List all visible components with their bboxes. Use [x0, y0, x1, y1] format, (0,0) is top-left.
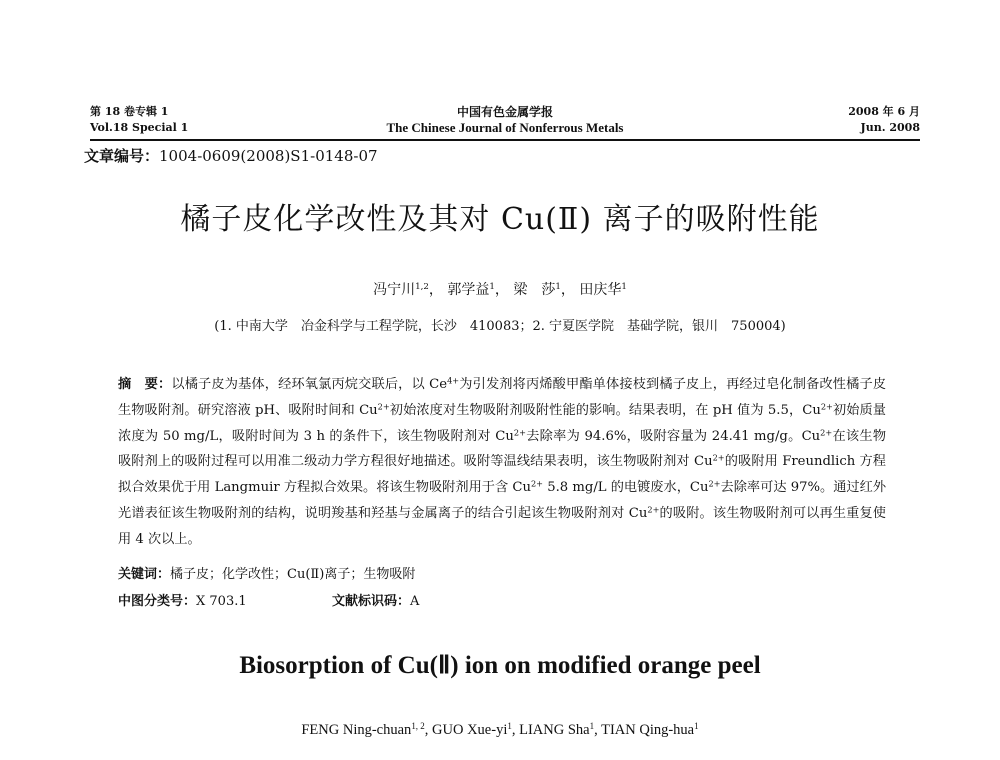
abstract-text: 以橘子皮为基体，经环氧氯丙烷交联后，以 Ce [171, 377, 448, 392]
superscript: 2+ [647, 504, 660, 515]
author-affil-mark: 1 [507, 721, 512, 732]
header-journal [90, 104, 920, 136]
abstract-label: 摘 要： [118, 377, 172, 392]
superscript: 2+ [513, 427, 526, 438]
abstract-text: 初始质量浓度为 50 mg/L，吸附时间为 3 h 的条件下，该生物吸附剂对 Cu [118, 402, 886, 444]
superscript: 2+ [820, 427, 833, 438]
article-number-label: 文章编号： [84, 147, 160, 165]
abstract-text: 在该生物吸附剂上的吸附过程可以用准二级动力学方程很好地描述。吸附等温线结果表明，该生物吸附剂对 Cu [118, 428, 887, 470]
title-english: Biosorption of Cu(Ⅱ) ion on modified orange peel [239, 652, 761, 679]
journal-name-zh: 中国有色金属学报 [456, 105, 553, 119]
abstract-text: 初始浓度对生物吸附剂吸附性能的影响。结果表明，在 pH 值为 5.5，Cu [389, 402, 821, 418]
document-code-value: A [410, 594, 420, 609]
classification-value: X 703.1 [196, 594, 247, 609]
author-affil-mark: 1, 2 [411, 721, 425, 732]
author-affil-mark: 1 [694, 721, 699, 732]
author-affil-mark: 1,2 [415, 282, 429, 293]
superscript: 2+ [820, 401, 833, 412]
author-en: TIAN Qing-hua [601, 722, 695, 738]
title-chinese: 橘子皮化学改性及其对 Cu(Ⅱ) 离子的吸附性能 [180, 202, 820, 237]
authors-chinese: 冯宁川$^{1,2}$， 郭学益$^1$， 梁 莎$^1$， 田庆华$^1$ [373, 282, 627, 298]
authors-english: FENG Ning-chuan$^{1, 2}$, GUO Xue-$yi^1$, LIANG Sha$^1$, TIAN Qing-hua$^1$ [301, 721, 699, 738]
author-zh: 田庆华 [579, 282, 622, 298]
author-zh: 郭学益 [447, 282, 490, 298]
superscript: 2+ [708, 478, 721, 489]
article-number-value: 1004-0609(2008)S1-0148-07 [159, 147, 378, 165]
abstract-text: 去除率可达 97%。通过红外光谱表征该生物吸附剂的结构，说明羧基和羟基与金属离子的结合引起该生物吸附剂对 Cu [118, 480, 887, 521]
volume-zh: 第 18 卷专辑 1 [90, 105, 169, 118]
author-affil-mark: 1 [555, 282, 561, 293]
author-en: LIANG Sha [519, 722, 590, 738]
header-date [848, 104, 920, 136]
author-affil-mark: 1 [589, 721, 595, 732]
author-zh: 梁 莎 [513, 282, 556, 298]
classification [118, 592, 818, 612]
author-en: FENG Ning-chuan [301, 722, 412, 738]
document-code-label: 文献标识码： [332, 594, 411, 609]
keywords-value: 橘子皮；化学改性；Cu(Ⅱ)离子；生物吸附 [170, 567, 416, 582]
superscript: 2+ [530, 478, 543, 489]
volume-en: Vol.18 Special 1 [90, 121, 189, 134]
author-affil-mark: 1 [489, 282, 495, 293]
article-number [84, 146, 378, 166]
superscript: 2+ [377, 401, 390, 412]
date-zh: 2008 年 6 月 [848, 105, 920, 118]
superscript: 4+ [447, 375, 460, 386]
classification-label: 中图分类号： [118, 594, 197, 609]
running-header [90, 104, 920, 140]
journal-name-en: The Chinese Journal of Nonferrous Metals [386, 120, 624, 135]
abstract [118, 372, 886, 553]
abstract-text: 5.8 mg/L 的电镀废水，Cu [543, 480, 709, 496]
author-affil-mark: 1 [621, 282, 627, 293]
document-code [332, 592, 419, 612]
author-zh: 冯宁川 [373, 282, 416, 298]
abstract-text: 为引发剂将丙烯酸甲酯单体接枝到橘子皮上，再经过皂化制备改性橘子皮生物吸附剂。研究溶液 pH、吸附时间和 Cu [118, 377, 887, 418]
superscript: 2+ [712, 452, 725, 463]
abstract-text: 的吸附用 Freundlich 方程拟合效果优于用 Langmuir 方程拟合效果。将该生物吸附剂用于含 Cu [118, 454, 886, 496]
date-en: Jun. 2008 [860, 121, 920, 134]
affiliations-chinese: (1. 中南大学 冶金科学与工程学院，长沙 410083；2. 宁夏医学院 基础学院，银川 750004) [214, 319, 786, 334]
author-en: GUO Xue-yi [432, 722, 508, 738]
header-rule [90, 139, 920, 141]
keywords [118, 565, 415, 585]
keywords-label: 关键词： [118, 567, 171, 582]
abstract-text: 的吸附。该生物吸附剂可以再生重复使用 4 次以上。 [118, 505, 886, 547]
abstract-text: 去除率为 94.6%，吸附容量为 24.41 mg/g。Cu [525, 428, 821, 444]
